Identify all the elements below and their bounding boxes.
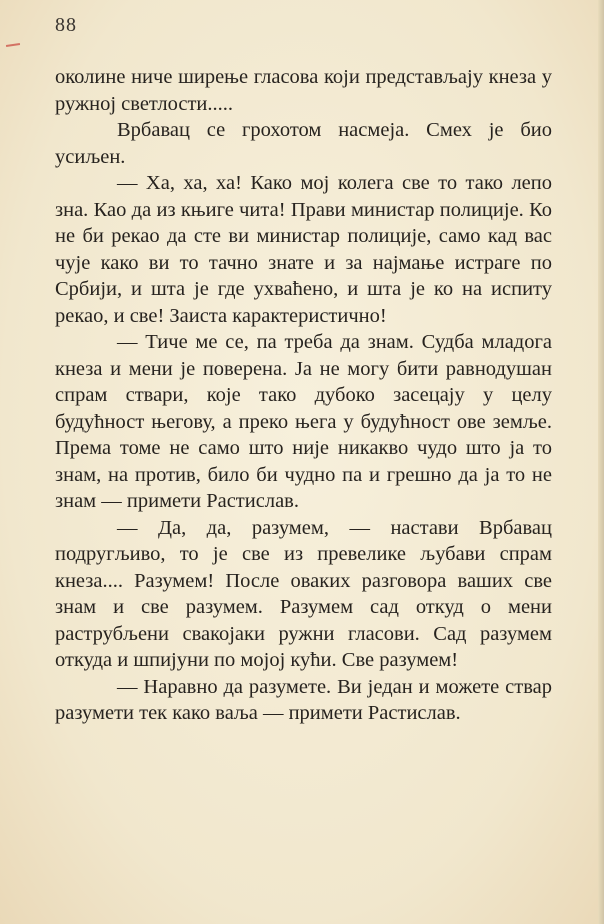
paragraph: — Тиче ме се, па треба да знам. Судба младога кнеза и мени је поверена. Ја не могу бити равнодушан спрам ствари, које тако дубоко засецају у целу будућност његову, а преко њега у будућност ове земље. Према томе не само што није никакво чудо што ја то знам, на против, било би чудно па и грешно да ја то не знам — примети Растислав. (55, 331, 552, 512)
page-edge (598, 0, 604, 924)
paragraph: околине ниче ширење гласова који представљају кнеза у ружној светлости..... (55, 66, 552, 115)
page-number: 88 (55, 14, 77, 36)
margin-mark (6, 43, 20, 47)
body-text (55, 64, 552, 727)
paragraph: — Да, да, разумем, — настави Врбавац подругљиво, то је све из превелике љубави спрам кнеза.... Разумем! После оваких разговора ваших све знам и све разумем. Разумем сад откуд о мени раструбљени свакојаки ружни гласови. Сад разумем откуда и шпијуни по мојој кући. Све разумем! (55, 516, 552, 671)
paragraph: — Наравно да разумете. Ви један и можете ствар разумети тек како ваља — примети Растислав. (55, 675, 552, 724)
paragraph: Врбавац се грохотом насмеја. Смех је био усиљен. (55, 119, 552, 168)
paragraph: — Ха, ха, ха! Како мој колега све то тако лепо зна. Као да из књиге чита! Прави министар полиције. Ко не би рекао да сте ви министар полиције, само кад вас чује како ви то тачно знате и за најмање истраге по Србији, и шта је где ухваћено, и шта је ко на испиту рекао, и све! Заиста карактеристично! (55, 172, 552, 327)
